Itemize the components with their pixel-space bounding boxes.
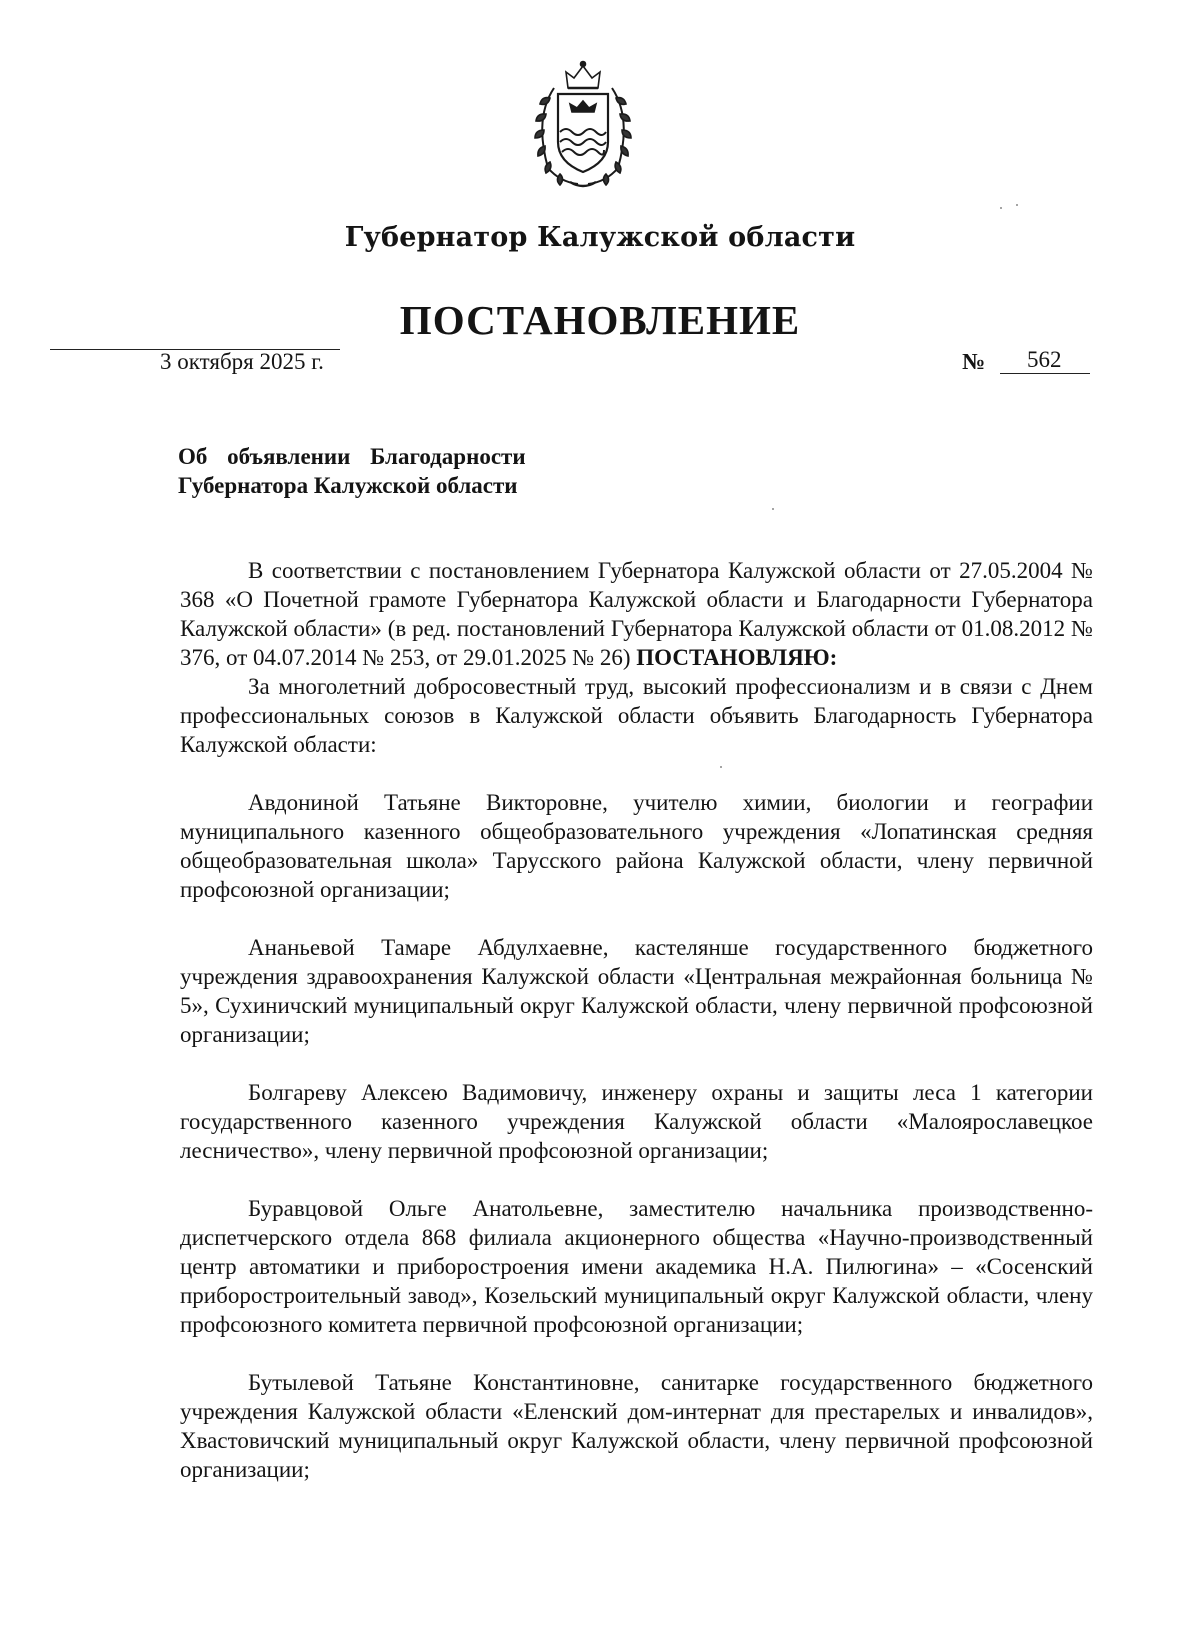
- subject-line-1: Об объявлении Благодарности: [178, 444, 526, 469]
- document-subject: [178, 442, 738, 500]
- number-underline: [1000, 373, 1090, 374]
- document-date: 3 октября 2025 г.: [160, 349, 324, 374]
- intro-paragraph: За многолетний добросовестный труд, высокий профессионализм и в связи с Днем профессиональных союзов в Калужской области объявить Благодарность Губернатора Калужской области:: [180, 674, 1093, 757]
- coat-of-arms-emblem: [526, 58, 640, 190]
- awardee-paragraph: Ананьевой Тамаре Абдулхаевне, кастелянше государственного бюджетного учреждения здравоохранения Калужской области «Центральная межрайонная больница № 5», Сухиничский муниципальный округ Калужской области, члену первичной профсоюзной организации;: [180, 935, 1093, 1047]
- decree-word: ПОСТАНОВЛЯЮ:: [636, 645, 838, 670]
- preamble-paragraph: [180, 556, 1093, 672]
- awardee-paragraph: Буравцовой Ольге Анатольевне, заместителю начальника производственно-диспетчерского отдела 868 филиала акционерного общества «Научно-производственный центр автоматики и приборостроения имени академика Н.А. Пилюгина» – «Сосенский приборостроительный завод», Козельский муниципальный округ Калужской области, члену профсоюзного комитета первичной профсоюзной организации;: [180, 1196, 1093, 1337]
- awardee-paragraph: Авдониной Татьяне Викторовне, учителю химии, биологии и географии муниципального казенного общеобразовательного учреждения «Лопатинская средняя общеобразовательная школа» Тарусского района Калужской области, члену первичной профсоюзной организации;: [180, 790, 1093, 902]
- awardee-paragraph: Болгареву Алексею Вадимовичу, инженеру охраны и защиты леса 1 категории государственного казенного учреждения Калужской области «Малоярославецкое лесничество», члену первичной профсоюзной организации;: [180, 1080, 1093, 1163]
- number-label: №: [962, 349, 986, 374]
- scan-speck: [1000, 207, 1002, 209]
- preamble-text: В соответствии с постановлением Губернатора Калужской области от 27.05.2004 № 368 «О Почетной грамоте Губернатора Калужской области и Благодарности Губернатора Калужской области» (в ред. постановлений Губернатора Калужской области от 01.08.2012 № 376, от 04.07.2014 № 253, от 29.01.2025 № 26): [180, 558, 1093, 670]
- scan-speck: [1016, 204, 1018, 206]
- scan-speck: [772, 508, 774, 510]
- scan-speck: [720, 766, 722, 768]
- document-number: 562: [1027, 347, 1062, 372]
- document-body: [180, 556, 1093, 1484]
- awardee-paragraph: Бутылевой Татьяне Константиновне, санитарке государственного бюджетного учреждения Калужской области «Еленский дом-интернат для престарелых и инвалидов», Хвастовичский муниципальный округ Калужской области, члену первичной профсоюзной организации;: [180, 1370, 1093, 1482]
- issuing-authority: Губернатор Калужской области: [344, 222, 856, 253]
- document-type-title: ПОСТАНОВЛЕНИЕ: [399, 297, 801, 343]
- subject-line-2: Губернатора Калужской области: [178, 473, 518, 498]
